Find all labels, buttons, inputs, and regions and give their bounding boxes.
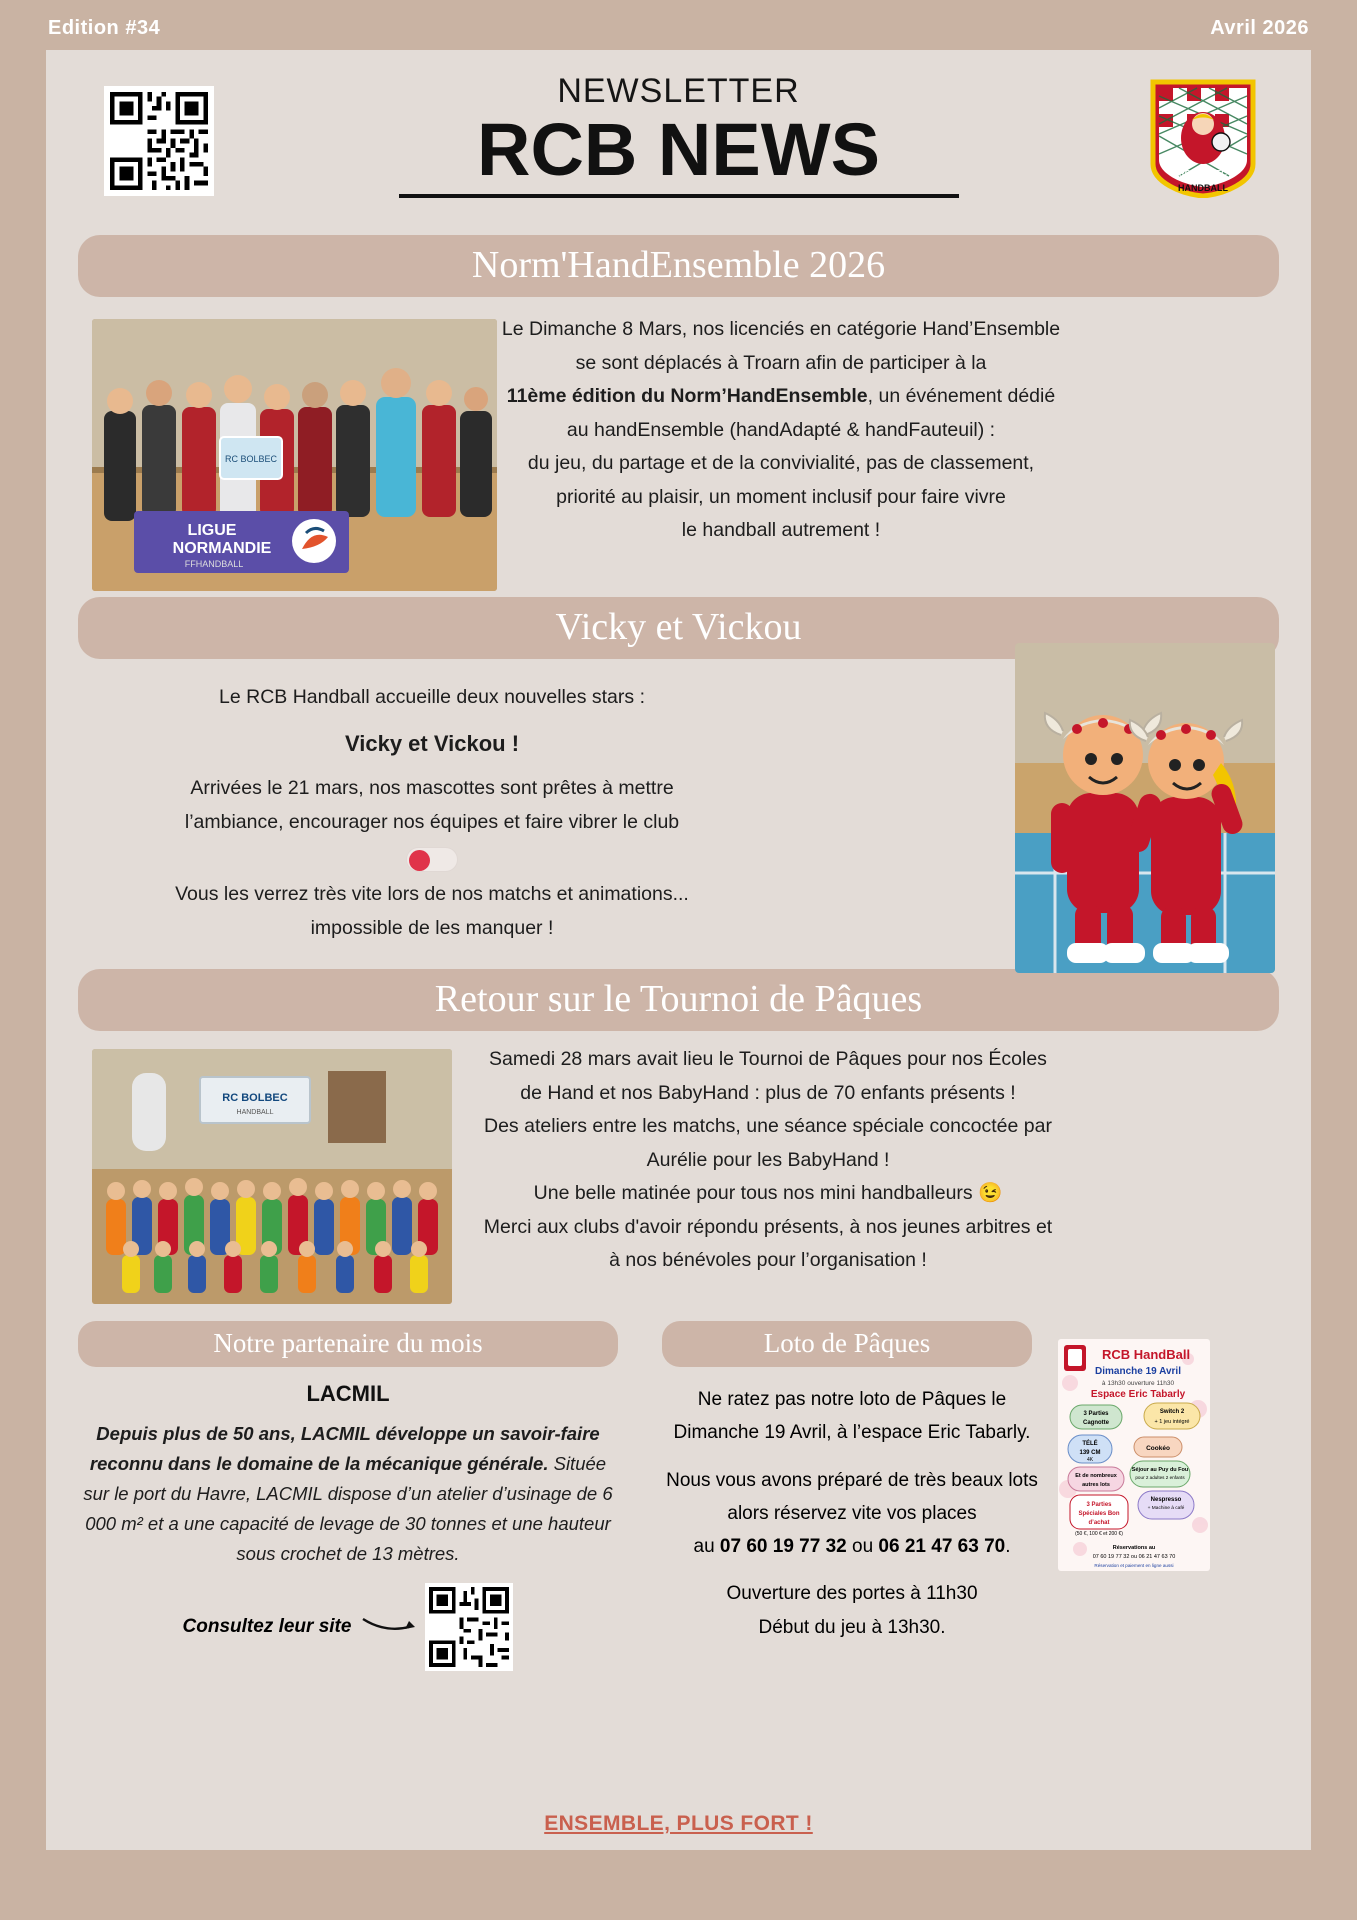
svg-text:+ 1 jeu intégré: + 1 jeu intégré [1154, 1419, 1190, 1425]
partner-description [78, 1419, 618, 1569]
normhand-line-1: Le Dimanche 8 Mars, nos licenciés en catégorie Hand’Ensemble [501, 318, 1061, 340]
photo-mascots [1015, 643, 1275, 973]
decorative-toggle-row [102, 847, 762, 872]
section-banner-loto: Loto de Pâques [662, 1321, 1032, 1367]
svg-text:TÉLÉ: TÉLÉ [1082, 1441, 1098, 1447]
normhand-line-3-rest: , un événement dédié [867, 385, 1056, 408]
edition-date: Avril 2026 [1210, 16, 1309, 39]
partner-description-rest: Située sur le port du Havre, LACMIL dispose d’un atelier d’usinage de 6 000 m² et a une capacité de levage de 30 tonnes et une hauteur sous crochet de 13 mètres. [83, 1452, 613, 1564]
vicky-line-5: Vous les verrez très vite lors de nos matchs et animations... [175, 883, 689, 906]
vicky-paragraph [102, 681, 762, 945]
svg-text:3 Parties: 3 Parties [1086, 1502, 1112, 1508]
svg-text:Spéciales Bon: Spéciales Bon [1078, 1511, 1120, 1517]
svg-text:Et de nombreux: Et de nombreux [1075, 1473, 1117, 1479]
svg-text:Espace Eric Tabarly: Espace Eric Tabarly [1090, 1389, 1186, 1400]
svg-text:autres lots: autres lots [1082, 1482, 1110, 1488]
loto-line-1: Ne ratez pas notre loto de Pâques le [697, 1389, 1007, 1410]
normhand-line-5: du jeu, du partage et de la convivialité, pas de classement, [527, 452, 1035, 475]
svg-text:FFHANDBALL: FFHANDBALL [184, 559, 244, 569]
svg-text:à 13h30 ouverture 11h30: à 13h30 ouverture 11h30 [1101, 1380, 1175, 1387]
column-partner [78, 1321, 618, 1671]
loto-phone-2: 06 21 47 63 70 [878, 1536, 1006, 1557]
vicky-line-4: l’ambiance, encourager nos équipes et faire vibrer le club [184, 810, 680, 833]
qr-code-partner[interactable] [425, 1583, 513, 1671]
loto-phones-line [662, 1530, 1042, 1563]
footer-slogan: ENSEMBLE, PLUS FORT ! [544, 1812, 813, 1835]
vicky-names: Vicky et Vickou ! [344, 730, 520, 756]
svg-text:NORMANDIE: NORMANDIE [172, 540, 272, 557]
loto-line-2: Dimanche 19 Avril, à l’espace Eric Tabarly. [673, 1422, 1031, 1444]
logo-line1: RC-BOLBEC [1179, 169, 1227, 178]
page-title: RCB NEWS [477, 108, 880, 191]
tournoi-line-4: Aurélie pour les BabyHand ! [646, 1148, 890, 1171]
normhand-line-7: le handball autrement ! [681, 519, 881, 542]
svg-text:Switch 2: Switch 2 [1159, 1409, 1185, 1415]
svg-text:pour 2 adultes 2 enfants: pour 2 adultes 2 enfants [1135, 1475, 1185, 1480]
svg-text:d’achat: d’achat [1088, 1520, 1110, 1526]
title-underline [399, 194, 959, 198]
tournoi-paragraph [438, 1043, 1098, 1278]
svg-text:Nespresso: Nespresso [1150, 1497, 1182, 1503]
svg-text:Réservation et paiement en lig: Réservation et paiement en ligne aussi [1094, 1563, 1174, 1568]
column-loto [662, 1321, 1202, 1671]
vicky-line-6: impossible de les manquer ! [310, 916, 554, 939]
loto-phone-sep: ou [846, 1536, 879, 1557]
tournoi-line-1: Samedi 28 mars avait lieu le Tournoi de Pâques pour nos Écoles [489, 1048, 1047, 1070]
svg-text:Cookéo: Cookéo [1146, 1445, 1170, 1452]
svg-text:Réservations au: Réservations au [1112, 1545, 1156, 1551]
partner-description-bold: Depuis plus de 50 ans, LACMIL développe un savoir-faire reconnu dans le domaine de la mécanique générale. [89, 1423, 600, 1474]
newsletter-page [46, 50, 1311, 1850]
normhand-line-3 [476, 380, 1086, 414]
section-vicky [46, 659, 1311, 969]
section-banner-normhand: Norm'HandEnsemble 2026 [78, 235, 1279, 297]
svg-text:+ Machine à café: + Machine à café [1147, 1506, 1185, 1511]
partner-cta-row [78, 1583, 618, 1671]
normhand-line-6: priorité au plaisir, un moment inclusif pour faire vivre [556, 485, 1006, 508]
loto-line-4: alors réservez vite vos places [727, 1502, 977, 1524]
tournoi-line-3: Des ateliers entre les matchs, une séance spéciale concoctée par [484, 1115, 1052, 1138]
loto-phone-1: 07 60 19 77 32 [719, 1536, 847, 1557]
normhand-paragraph [476, 313, 1086, 548]
loto-line-3: Nous vous avons préparé de très beaux lots [666, 1469, 1038, 1491]
svg-text:4K: 4K [1086, 1457, 1094, 1463]
tournoi-line-7: à nos bénévoles pour l’organisation ! [609, 1249, 927, 1272]
loto-flyer-image [1058, 1339, 1210, 1571]
svg-text:RC BOLBEC: RC BOLBEC [224, 454, 278, 464]
section-banner-vicky: Vicky et Vickou [78, 597, 1279, 659]
svg-text:07 60 19 77 32 ou 06 21 47 63: 07 60 19 77 32 ou 06 21 47 63 70 [1092, 1554, 1176, 1560]
section-banner-tournoi: Retour sur le Tournoi de Pâques [78, 969, 1279, 1031]
svg-text:139 CM: 139 CM [1079, 1450, 1101, 1456]
svg-text:LIGUE: LIGUE [187, 522, 237, 539]
normhand-line-4: au handEnsemble (handAdapté & handFauteuil) : [566, 418, 996, 441]
loto-line-6: Ouverture des portes à 11h30 [726, 1583, 978, 1605]
svg-text:Cagnotte: Cagnotte [1083, 1420, 1109, 1426]
vicky-line-3: Arrivées le 21 mars, nos mascottes sont prêtes à mettre [190, 777, 674, 800]
header-titles [46, 72, 1311, 198]
vicky-line-1: Le RCB Handball accueille deux nouvelles stars : [219, 686, 645, 708]
loto-phone-prefix: au [693, 1536, 720, 1557]
partner-name: LACMIL [306, 1381, 390, 1406]
normhand-line-2: se sont déplacés à Troarn afin de participer à la [575, 351, 987, 374]
loto-line-7: Début du jeu à 13h30. [758, 1616, 946, 1638]
photo-normhand-team [92, 319, 497, 591]
consult-site-label: Consultez leur site [182, 1615, 352, 1637]
bottom-columns [46, 1321, 1311, 1671]
svg-text:3 Parties: 3 Parties [1083, 1411, 1109, 1417]
svg-text:(50 €, 100 € et 200 €): (50 €, 100 € et 200 €) [1075, 1531, 1123, 1537]
svg-text:Dimanche 19 Avril: Dimanche 19 Avril [1095, 1366, 1181, 1377]
svg-text:RCB HandBall: RCB HandBall [1101, 1347, 1191, 1362]
photo-tournoi-group [92, 1049, 452, 1304]
svg-text:RC BOLBEC: RC BOLBEC [222, 1092, 288, 1104]
logo-line2: HANDBALL [1178, 183, 1228, 193]
edition-bar [0, 0, 1357, 56]
section-normhand [46, 297, 1311, 597]
club-logo [1149, 76, 1257, 198]
page-header [46, 50, 1311, 235]
section-tournoi [46, 1031, 1311, 1321]
edition-number: Edition #34 [48, 16, 161, 39]
arrow-icon [361, 1611, 415, 1642]
svg-text:HANDBALL: HANDBALL [236, 1109, 274, 1116]
loto-phone-suffix: . [1005, 1536, 1011, 1557]
tournoi-line-5: Une belle matinée pour tous nos mini handballeurs 😉 [533, 1182, 1003, 1205]
normhand-edition-bold: 11ème édition du Norm’HandEnsemble [506, 385, 868, 408]
toggle-switch[interactable] [406, 847, 458, 872]
section-banner-partner: Notre partenaire du mois [78, 1321, 618, 1367]
svg-text:Séjour au Puy du Fou: Séjour au Puy du Fou [1131, 1467, 1189, 1473]
tournoi-line-6: Merci aux clubs d'avoir répondu présents, à nos jeunes arbitres et [483, 1215, 1053, 1238]
tournoi-line-2: de Hand et nos BabyHand : plus de 70 enfants présents ! [520, 1081, 1016, 1104]
newsletter-label: NEWSLETTER [557, 72, 800, 110]
